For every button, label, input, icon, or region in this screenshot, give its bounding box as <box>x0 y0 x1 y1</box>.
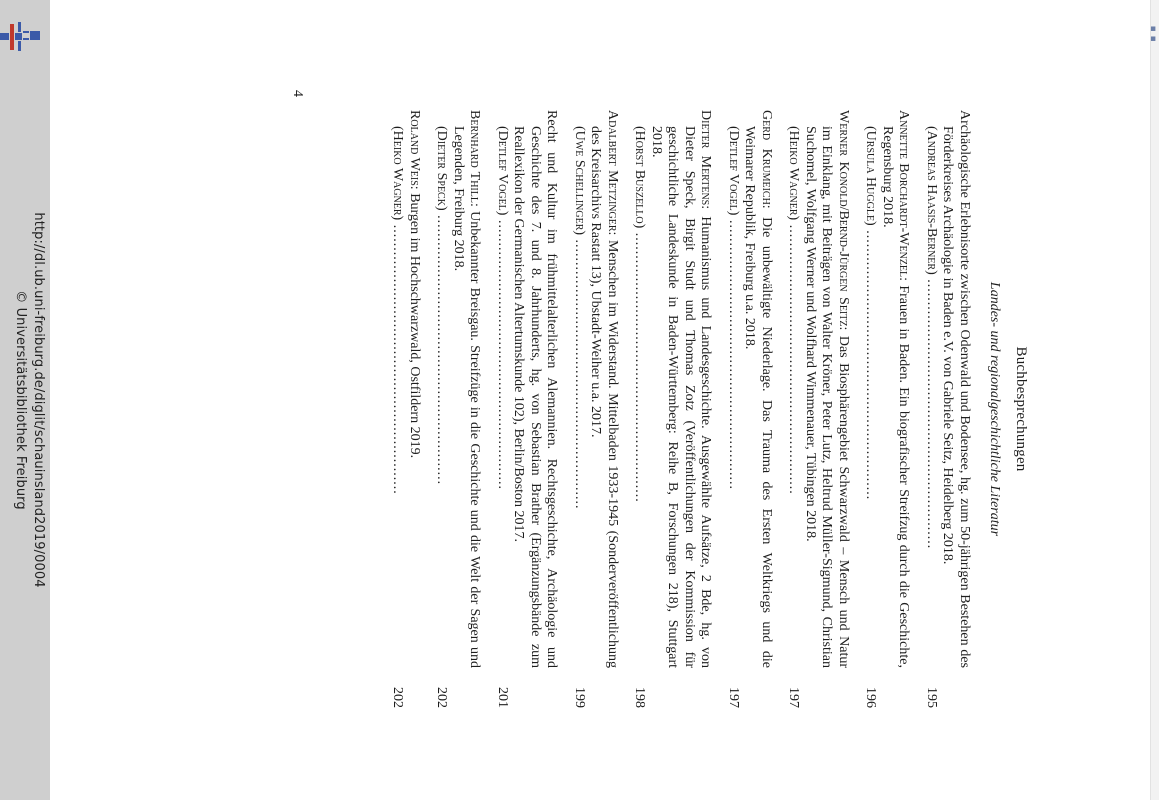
toc-entry[interactable] <box>785 110 851 708</box>
footer-url[interactable]: http://dl.ub.uni-freiburg.de/diglit/schauinsland2019/0004 <box>31 212 46 588</box>
footer-copyright: © Universitätsbibliothek Freiburg <box>13 290 28 510</box>
footer <box>3 10 47 790</box>
entry-title: Archäologische Erlebnisorte zwischen Odenwald und Bodensee, hg. zum 50-jährigen Bestehen des Förderkreises Archäologie in Baden e.V. von Gabriele Seitz, Heidelberg 2018. <box>940 110 972 668</box>
entry-page-number: 195 <box>924 687 939 708</box>
toc-entry[interactable] <box>862 110 912 708</box>
leader-dots: ............................................................ <box>632 228 648 503</box>
entry-citation <box>802 110 852 668</box>
leader-dots: ............................................................ <box>924 274 939 550</box>
entry-title: Das Biosphärengebiet Schwarzwald – Mensch und Natur im Einklang, mit Beiträgen von Walter Kröner, Peter Lutz, Heltrud Müller-Sigmund, Christian Suchomel, Wolfgang Werner und Wolfhard Wimmenauer, Tübingen 2018. <box>803 126 851 669</box>
edge-mark-icon: ▪ <box>1150 34 1157 44</box>
entry-title: Recht und Kultur im frühmittelalterlichen Alemannien. Rechtsgeschichte, Archäologie und Geschichte des 7. und 8. Jahrhunderts, hg. von Sebastian Brather (Ergänzungsbände zum Reallexikon der Germanischen Altertumskunde 102), Berlin/Boston 2017. <box>511 110 560 668</box>
entry-reviewer-line <box>785 110 802 668</box>
entry-author: Annette Borchardt-Wenzel: <box>896 110 912 282</box>
entry-reviewer-line <box>433 110 450 668</box>
toc-entry[interactable] <box>923 110 973 708</box>
entry-reviewer: (Heiko Wagner) <box>390 126 406 221</box>
entry-citation <box>450 110 483 668</box>
entry-reviewer: (Ursula Huggle) <box>863 126 879 226</box>
entry-author: Werner Konold/Bernd-Jürgen Seitz: <box>836 110 851 331</box>
page-number: 4 <box>290 90 305 97</box>
toc-entry[interactable] <box>571 110 621 708</box>
leader-dots: ............................................................ <box>726 215 741 490</box>
entry-reviewer: (Uwe Schellinger) <box>572 126 587 236</box>
entry-reviewer: (Heiko Wagner) <box>786 126 802 221</box>
entry-page-number: 197 <box>726 687 741 708</box>
entry-reviewer-line <box>923 110 940 668</box>
page-heading: Buchbesprechungen <box>1013 346 1029 472</box>
entry-reviewer: (Andreas Haasis-Berner) <box>924 126 939 275</box>
leader-dots: ............................................................ <box>434 210 450 486</box>
entry-title: Unbekannter Breisgau. Streifzüge in die Geschichte und die Welt der Sagen und Legenden, Freiburg 2018. <box>451 126 483 668</box>
entry-reviewer-line <box>389 110 406 668</box>
entry-reviewer-line <box>631 110 648 668</box>
toc-entry[interactable] <box>631 110 714 708</box>
toc-entry[interactable] <box>389 110 422 708</box>
table-of-contents <box>389 110 972 708</box>
leader-dots: ............................................................ <box>786 220 802 495</box>
entry-author: Gerd Krumeich: <box>759 110 774 209</box>
section-heading: Landes- und regionalgeschichtliche Literatur <box>987 281 1003 537</box>
entry-page-number: 201 <box>495 687 510 708</box>
entry-citation <box>741 110 774 668</box>
viewer-sidebar <box>0 0 50 800</box>
entry-author: Roland Weis: <box>407 110 422 190</box>
entry-page-number: 196 <box>863 687 879 708</box>
leader-dots: ............................................................ <box>572 235 587 510</box>
toc-entry[interactable] <box>494 110 560 708</box>
toc-entry[interactable] <box>433 110 483 708</box>
document-page <box>185 90 1055 730</box>
entry-page-number: 197 <box>786 687 802 708</box>
entry-citation <box>879 110 912 668</box>
entry-author: Bernhard Thill: <box>467 110 483 207</box>
entry-reviewer: (Detlef Vogel) <box>726 126 741 216</box>
entry-reviewer: (Detlef Vogel) <box>495 126 510 216</box>
entry-title: Die unbewältigte Niederlage. Das Trauma des Ersten Weltkriegs und die Weimarer Republik, Freiburg u.a. 2018. <box>742 126 774 668</box>
entry-title: Frauen in Baden. Ein biografischer Streifzug durch die Geschichte, Regensburg 2018. <box>880 126 912 668</box>
entry-reviewer: (Horst Buszello) <box>632 126 648 229</box>
entry-reviewer: (Dieter Speck) <box>434 126 450 211</box>
entry-citation <box>587 110 620 668</box>
entry-title: Humanismus und Landesgeschichte. Ausgewählte Aufsätze, 2 Bde, hg. von Dieter Speck, Birgit Studt und Thomas Zotz (Veröffentlichungen der Kommission für geschichtliche Landeskunde in Baden-Württemberg: Reihe B, Forschungen 218), Stuttgart 2018. <box>649 126 714 669</box>
leader-dots: ............................................................ <box>863 225 879 501</box>
entry-citation <box>648 110 714 668</box>
entry-page-number: 199 <box>572 687 587 708</box>
entry-citation <box>406 110 423 668</box>
entry-author: Dieter Mertens: <box>698 110 714 210</box>
edge-mark-icon: ▪ <box>1150 24 1157 34</box>
entry-reviewer-line <box>725 110 742 668</box>
entry-citation <box>510 110 560 668</box>
entry-title: Burgen im Hochschwarzwald, Ostfildern 2019. <box>407 189 422 459</box>
entry-citation <box>939 110 972 668</box>
entry-reviewer-line <box>571 110 588 668</box>
entry-page-number: 202 <box>434 687 450 708</box>
right-edge-strip <box>1150 0 1159 800</box>
entry-reviewer-line <box>494 110 511 668</box>
entry-page-number: 202 <box>390 687 406 708</box>
page-content <box>378 110 1035 708</box>
leader-dots: ............................................................ <box>495 215 510 490</box>
entry-page-number: 198 <box>632 687 648 708</box>
entry-title: Menschen im Widerstand. Mittelbaden 1933-1945 (Sonderveröffentlichung des Kreisarchivs Rastatt 13), Ubstadt-Weiher u.a. 2017. <box>588 126 620 668</box>
toc-entry[interactable] <box>725 110 775 708</box>
entry-author: Adalbert Metzinger: <box>605 110 620 236</box>
entry-reviewer-line <box>862 110 879 668</box>
leader-dots: ............................................................ <box>390 220 406 495</box>
